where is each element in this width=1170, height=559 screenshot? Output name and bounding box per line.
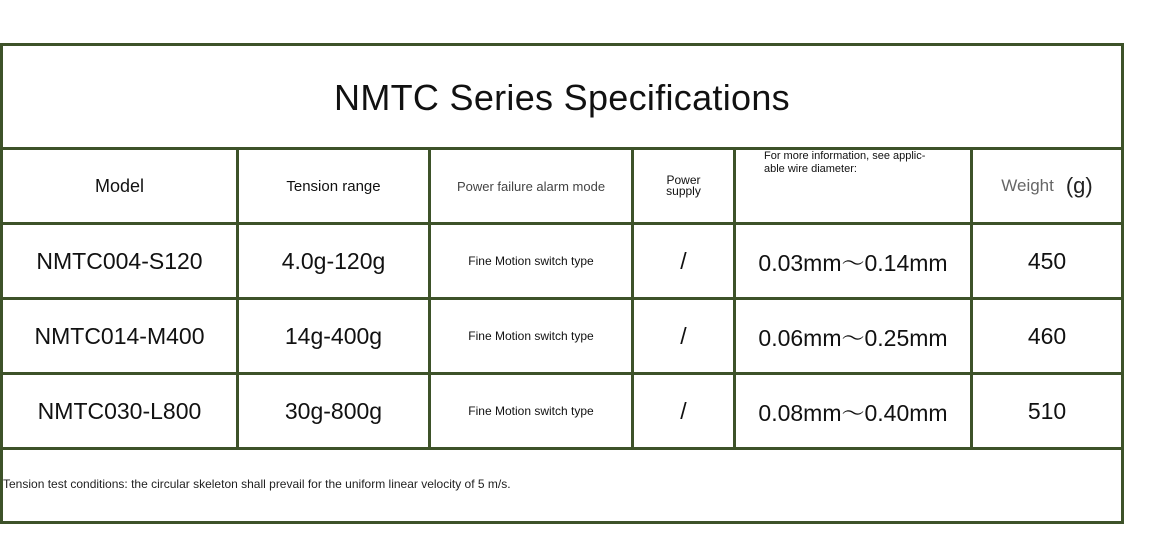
row1-wire: 0.03mm～0.14mm: [758, 249, 948, 276]
header-weight-unit: (g): [1065, 173, 1093, 198]
row2-alarm: Fine Motion switch type: [468, 329, 594, 343]
header-power-line2: supply: [666, 184, 701, 198]
spec-table: [0, 43, 1124, 524]
header-model: Model: [94, 175, 145, 196]
row2-model: NMTC014-M400: [34, 322, 205, 349]
row3-model: NMTC030-L800: [37, 397, 202, 424]
row1-weight: 450: [1027, 247, 1067, 274]
header-tension: Tension range: [286, 177, 381, 195]
row1-alarm: [431, 225, 631, 297]
row2-power: /: [680, 322, 687, 349]
row1-model: NMTC004-S120: [36, 247, 203, 274]
row2-weight: 460: [1027, 322, 1067, 349]
row1-tension: 4.0g-120g: [281, 247, 386, 274]
row2-wire: 0.06mm～0.25mm: [758, 324, 948, 351]
row1-alarm-text: Fine Motion switch type: [468, 254, 594, 268]
header-wire-line1: For more information, see applic-: [764, 150, 926, 162]
row3-power: /: [680, 397, 687, 424]
row3-alarm-text: Fine Motion switch type: [468, 404, 594, 418]
row2-tension: 14g-400g: [284, 322, 383, 349]
header-weight-label: Weight: [1001, 176, 1054, 195]
row3-tension: 30g-800g: [284, 397, 383, 424]
header-wire: [736, 150, 970, 222]
footer-note-text: Tension test conditions: the circular skeleton shall prevail for the uniform linear velocity of 5 m/s.: [3, 477, 511, 491]
row3-weight: 510: [1027, 397, 1067, 424]
header-weight: [973, 150, 1121, 222]
row1-power: /: [680, 247, 687, 274]
header-power-line1: Power: [666, 173, 701, 187]
header-power: [634, 150, 733, 222]
row-divider: [3, 447, 1121, 450]
header-wire-line2: able wire diameter:: [764, 163, 857, 175]
row3-wire: 0.08mm～0.40mm: [758, 399, 948, 426]
header-alarm: Power failure alarm mode: [456, 178, 606, 194]
table-title: NMTC Series Specifications: [334, 76, 790, 118]
footer-note: [3, 477, 511, 491]
row3-alarm: [431, 375, 631, 447]
